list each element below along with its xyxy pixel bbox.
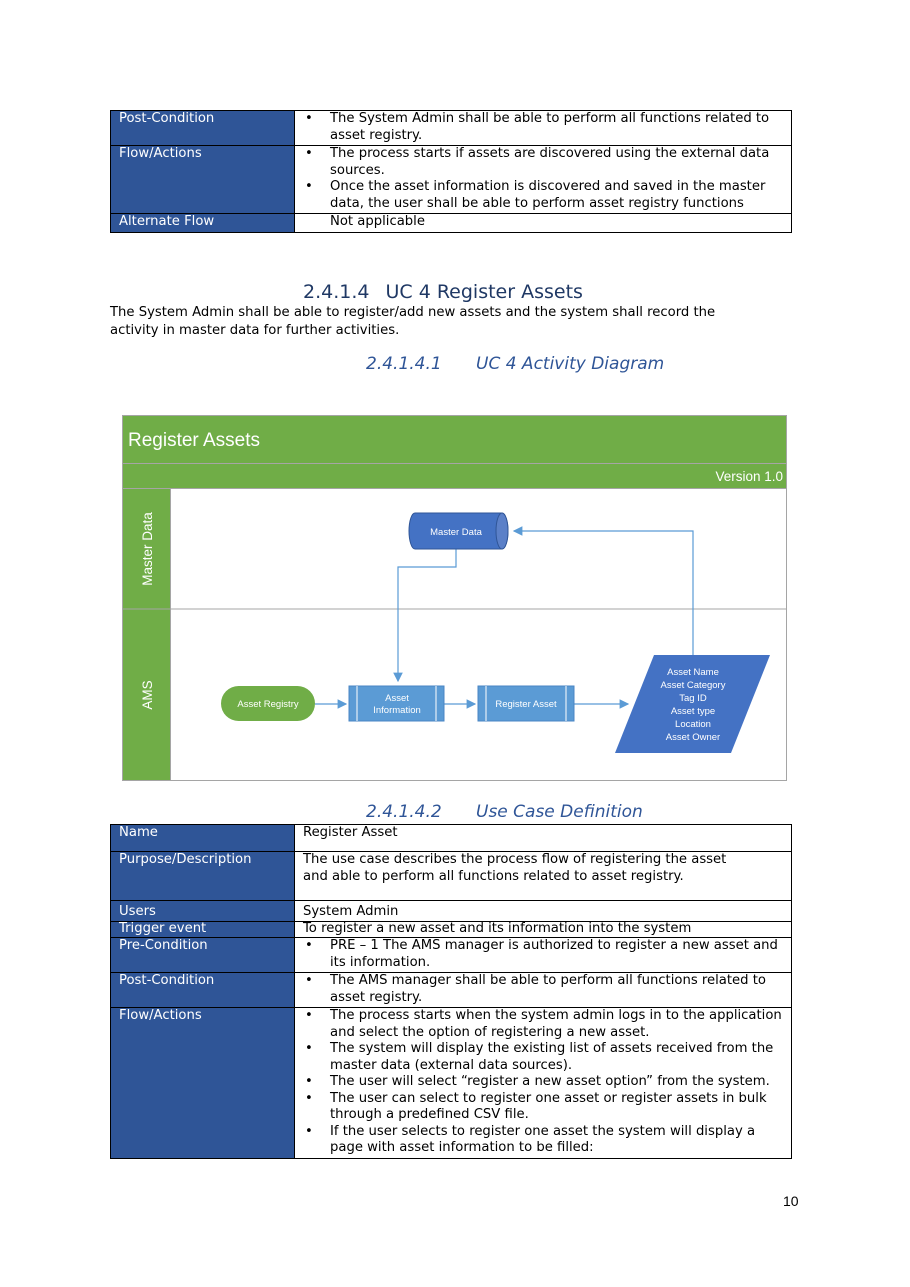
list-item: • If the user selects to register one asset the system will display a page with asset information to be filled:: [303, 1124, 785, 1157]
field-asset-category: Asset Category: [660, 680, 726, 691]
master-data-cylinder-end: [496, 513, 508, 549]
row-value-users: System Admin: [295, 901, 792, 922]
diagram-version-bar: [123, 464, 787, 489]
intro-line: activity in master data for further activities.: [110, 323, 400, 338]
heading-number: 2.4.1.4.2: [366, 802, 442, 822]
table-row: [111, 146, 792, 214]
list-item: • Once the asset information is discovered and saved in the master data, the user shall be able to perform asset registry functions: [303, 179, 785, 212]
heading-title: UC 4 Activity Diagram: [476, 354, 665, 374]
row-key-trigger: Trigger event: [111, 922, 295, 938]
use-case-definition-heading: [366, 802, 643, 822]
field-asset-type: Asset type: [670, 706, 716, 717]
list-item: • The system will display the existing list of assets received from the master data (external data sources).: [303, 1041, 785, 1074]
field-location: Location: [675, 719, 711, 730]
lane-ams: AMS: [140, 680, 155, 710]
field-asset-owner: Asset Owner: [665, 732, 721, 743]
row-key-flow-actions: Flow/Actions: [111, 146, 295, 214]
row-key-post-condition: Post-Condition: [111, 111, 295, 146]
table-row: [111, 901, 792, 922]
field-tag-id: Tag ID: [679, 693, 707, 704]
activity-diagram-heading: [366, 354, 664, 374]
row-value-purpose: The use case describes the process flow of registering the asset and able to perform all functions related to asset registry.: [295, 852, 792, 901]
row-key-alternate-flow: Alternate Flow: [111, 214, 295, 233]
master-data-label: Master Data: [430, 527, 482, 538]
section-heading: [303, 281, 583, 303]
row-key-pre-condition: Pre-Condition: [111, 938, 295, 973]
section-number: 2.4.1.4: [303, 281, 370, 303]
table-row: [111, 825, 792, 852]
table-row: [111, 111, 792, 146]
activity-diagram: [122, 415, 787, 781]
alternate-flow-value: Not applicable: [330, 214, 425, 229]
row-key-flow-actions: Flow/Actions: [111, 1008, 295, 1159]
row-value-trigger: To register a new asset and its information into the system: [295, 922, 792, 938]
page-number: 10: [783, 1193, 799, 1209]
table-row: [111, 1008, 792, 1159]
row-key-name: Name: [111, 825, 295, 852]
field-asset-name: Asset Name: [667, 667, 719, 678]
table-row: [111, 938, 792, 973]
row-key-users: Users: [111, 901, 295, 922]
list-item: • The user will select “register a new asset option” from the system.: [303, 1074, 785, 1091]
asset-registry-label: Asset Registry: [237, 699, 299, 710]
register-asset-label: Register Asset: [495, 699, 557, 710]
list-item: • The AMS manager shall be able to perform all functions related to asset registry.: [303, 973, 785, 1006]
table-row: [111, 922, 792, 938]
section-intro: [110, 304, 810, 340]
lane-master-data: Master Data: [140, 512, 155, 586]
heading-title: Use Case Definition: [476, 802, 643, 822]
list-item: • The process starts when the system admin logs in to the application and select the option of registering a new asset.: [303, 1008, 785, 1041]
intro-line: The System Admin shall be able to register/add new assets and the system shall record the: [110, 305, 716, 320]
use-case-definition-table: [110, 824, 792, 1159]
table-row: [111, 973, 792, 1008]
row-value-name: Register Asset: [295, 825, 792, 852]
diagram-version: Version 1.0: [715, 469, 783, 484]
diagram-title: Register Assets: [128, 430, 260, 451]
heading-number: 2.4.1.4.1: [366, 354, 442, 374]
list-item: • The System Admin shall be able to perform all functions related to asset registry.: [303, 111, 785, 144]
list-item: • The process starts if assets are discovered using the external data sources.: [303, 146, 785, 179]
asset-information-label: Information: [373, 705, 421, 716]
row-key-purpose: Purpose/Description: [111, 852, 295, 901]
table-row: [111, 852, 792, 901]
row-key-post-condition: Post-Condition: [111, 973, 295, 1008]
top-usecase-table: [110, 110, 792, 233]
asset-information-label: Asset: [385, 693, 409, 704]
list-item: • PRE – 1 The AMS manager is authorized to register a new asset and its information.: [303, 938, 785, 971]
table-row: [111, 214, 792, 233]
section-title: UC 4 Register Assets: [385, 281, 583, 303]
list-item: • The user can select to register one asset or register assets in bulk through a predefined CSV file.: [303, 1091, 785, 1124]
